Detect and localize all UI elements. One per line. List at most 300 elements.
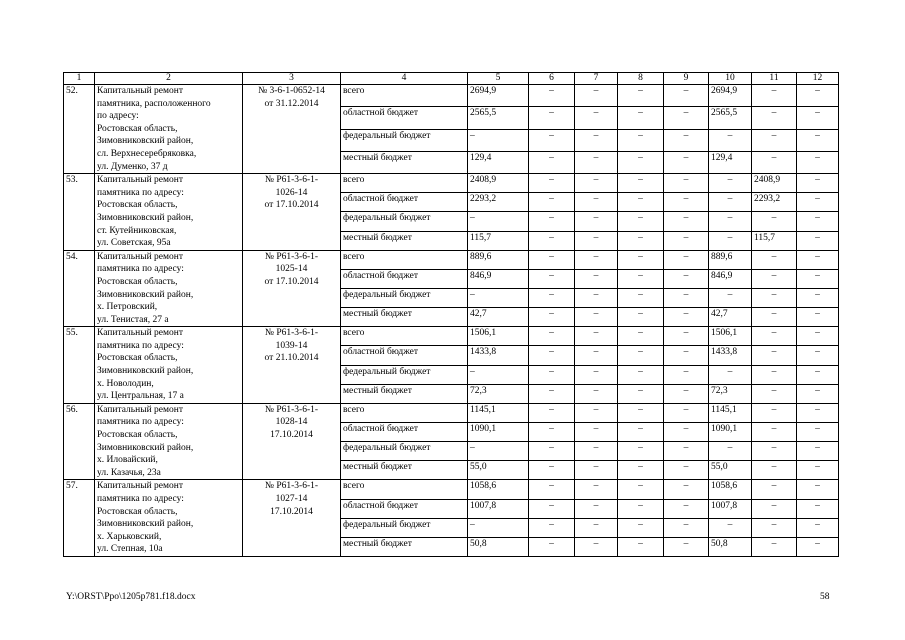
amount-col-12: – — [797, 269, 839, 288]
amount-col-6: – — [529, 174, 575, 193]
amount-col-12: – — [797, 129, 839, 151]
amount-col-9: – — [664, 365, 709, 384]
description-line: Зимовниковский район, — [97, 519, 194, 530]
column-header-2: 2 — [95, 73, 243, 85]
description-line: ул. Тенистая, 27 а — [97, 314, 169, 325]
amount-col-11: – — [752, 327, 797, 346]
amount-col-8: – — [618, 365, 664, 384]
row-number: 57. — [64, 480, 95, 557]
funding-source: местный бюджет — [341, 537, 468, 556]
amount-col-9: – — [664, 174, 709, 193]
document-reference — [243, 403, 341, 480]
description-line: ул. Степная, 10а — [97, 544, 163, 555]
amount-col-11: – — [752, 422, 797, 441]
object-description — [95, 250, 243, 327]
amount-col-6: – — [529, 422, 575, 441]
amount-col-10: – — [709, 289, 752, 308]
amount-col-11: 2408,9 — [752, 174, 797, 193]
amount-col-12: – — [797, 422, 839, 441]
amount-col-8: – — [618, 250, 664, 269]
description-line: памятника по адресу: — [97, 340, 184, 351]
amount-col-8: – — [618, 327, 664, 346]
amount-col-7: – — [575, 250, 618, 269]
amount-col-11: – — [752, 384, 797, 403]
amount-col-6: – — [529, 442, 575, 461]
description-line: х. Новолодин, — [97, 378, 154, 389]
funding-source: федеральный бюджет — [341, 442, 468, 461]
object-description — [95, 85, 243, 174]
amount-col-6: – — [529, 518, 575, 537]
amount-col-8: – — [618, 518, 664, 537]
amount-col-7: – — [575, 151, 618, 173]
row-number: 53. — [64, 174, 95, 251]
document-line: от 31.12.2014 — [264, 98, 319, 109]
amount-col-7: – — [575, 365, 618, 384]
amount-col-12: – — [797, 107, 839, 129]
amount-col-6: – — [529, 327, 575, 346]
document-line: № Р61-3-6-1- — [264, 481, 319, 492]
description-line: памятника по адресу: — [97, 264, 184, 275]
amount-col-7: – — [575, 174, 618, 193]
amount-col-7: – — [575, 193, 618, 212]
description-line: ул. Центральная, 17 а — [97, 391, 184, 402]
amount-col-7: – — [575, 537, 618, 556]
description-line: Зимовниковский район, — [97, 212, 194, 223]
funding-source: всего — [341, 327, 468, 346]
funding-source: местный бюджет — [341, 308, 468, 327]
description-line: памятника, расположенного — [97, 98, 211, 109]
document-line: 1025-14 — [275, 264, 308, 275]
amount-col-9: – — [664, 193, 709, 212]
column-header-6: 6 — [529, 73, 575, 85]
amount-col-7: – — [575, 85, 618, 107]
amount-col-8: – — [618, 480, 664, 499]
amount-col-6: – — [529, 231, 575, 250]
table-row — [64, 480, 839, 499]
description-line: Ростовская область, — [97, 506, 178, 517]
object-description — [95, 480, 243, 557]
description-line: Зимовниковский район, — [97, 442, 194, 453]
amount-col-8: – — [618, 151, 664, 173]
amount-col-7: – — [575, 518, 618, 537]
amount-col-12: – — [797, 289, 839, 308]
funding-source: всего — [341, 480, 468, 499]
document-line: 1039-14 — [275, 340, 308, 351]
amount-col-6: – — [529, 480, 575, 499]
amount-col-8: – — [618, 107, 664, 129]
amount-col-8: – — [618, 403, 664, 422]
document-reference — [243, 174, 341, 251]
description-line: Капитальный ремонт — [97, 175, 184, 186]
amount-col-7: – — [575, 129, 618, 151]
amount-col-5: 115,7 — [468, 231, 529, 250]
amount-col-10: – — [709, 231, 752, 250]
row-number: 55. — [64, 327, 95, 404]
amount-col-11: – — [752, 308, 797, 327]
document-line: № Р61-3-6-1- — [264, 175, 319, 186]
amount-col-9: – — [664, 269, 709, 288]
description-line: памятника по адресу: — [97, 417, 184, 428]
amount-col-12: – — [797, 193, 839, 212]
amount-col-5: 72,3 — [468, 384, 529, 403]
amount-col-6: – — [529, 85, 575, 107]
amount-col-12: – — [797, 518, 839, 537]
amount-col-8: – — [618, 193, 664, 212]
description-line: Ростовская область, — [97, 353, 178, 364]
amount-col-11: – — [752, 269, 797, 288]
amount-col-7: – — [575, 422, 618, 441]
document-line: 17.10.2014 — [270, 430, 313, 441]
description-line: сл. Верхнесеребряковка, — [97, 148, 197, 159]
column-header-9: 9 — [664, 73, 709, 85]
amount-col-6: – — [529, 537, 575, 556]
amount-col-9: – — [664, 250, 709, 269]
amount-col-7: – — [575, 327, 618, 346]
document-line: № Р61-3-6-1- — [264, 328, 319, 339]
amount-col-12: – — [797, 346, 839, 365]
amount-col-8: – — [618, 212, 664, 231]
amount-col-5: 2565,5 — [468, 107, 529, 129]
file-path-footer: Y:\ORST\Ppo\1205p781.f18.docx — [66, 592, 196, 602]
amount-col-5: – — [468, 518, 529, 537]
amount-col-9: – — [664, 308, 709, 327]
amount-col-11: – — [752, 289, 797, 308]
amount-col-5: – — [468, 129, 529, 151]
amount-col-6: – — [529, 269, 575, 288]
amount-col-7: – — [575, 107, 618, 129]
amount-col-12: – — [797, 537, 839, 556]
funding-source: федеральный бюджет — [341, 365, 468, 384]
amount-col-5: 129,4 — [468, 151, 529, 173]
amount-col-6: – — [529, 403, 575, 422]
amount-col-6: – — [529, 346, 575, 365]
amount-col-5: 1090,1 — [468, 422, 529, 441]
amount-col-8: – — [618, 384, 664, 403]
amount-col-12: – — [797, 250, 839, 269]
amount-col-5: 2408,9 — [468, 174, 529, 193]
description-line: Капитальный ремонт — [97, 481, 184, 492]
amount-col-5: 1145,1 — [468, 403, 529, 422]
amount-col-11: 2293,2 — [752, 193, 797, 212]
table-row — [64, 174, 839, 193]
funding-source: областной бюджет — [341, 346, 468, 365]
description-line: Капитальный ремонт — [97, 328, 184, 339]
amount-col-10: 1145,1 — [709, 403, 752, 422]
object-description — [95, 174, 243, 251]
amount-col-9: – — [664, 499, 709, 518]
funding-source: местный бюджет — [341, 461, 468, 480]
page-number: 58 — [820, 592, 830, 602]
funding-source: местный бюджет — [341, 384, 468, 403]
description-line: х. Иловайский, — [97, 455, 158, 466]
amount-col-5: – — [468, 212, 529, 231]
amount-col-10: 42,7 — [709, 308, 752, 327]
amount-col-6: – — [529, 151, 575, 173]
amount-col-8: – — [618, 231, 664, 250]
funding-source: всего — [341, 403, 468, 422]
document-reference — [243, 480, 341, 557]
amount-col-9: – — [664, 422, 709, 441]
amount-col-10: – — [709, 365, 752, 384]
amount-col-5: 889,6 — [468, 250, 529, 269]
amount-col-10: 1090,1 — [709, 422, 752, 441]
description-line: ул. Казачья, 23а — [97, 467, 161, 478]
amount-col-6: – — [529, 250, 575, 269]
amount-col-11: – — [752, 537, 797, 556]
description-line: ул. Советская, 95а — [97, 238, 171, 249]
description-line: Зимовниковский район, — [97, 366, 194, 377]
row-number: 52. — [64, 85, 95, 174]
amount-col-7: – — [575, 346, 618, 365]
funding-source: федеральный бюджет — [341, 129, 468, 151]
amount-col-8: – — [618, 269, 664, 288]
amount-col-5: – — [468, 289, 529, 308]
description-line: х. Харьковский, — [97, 531, 162, 542]
amount-col-10: 2694,9 — [709, 85, 752, 107]
funding-source: федеральный бюджет — [341, 212, 468, 231]
amount-col-10: – — [709, 518, 752, 537]
amount-col-10: 55,0 — [709, 461, 752, 480]
document-reference — [243, 327, 341, 404]
amount-col-5: 1433,8 — [468, 346, 529, 365]
amount-col-11: – — [752, 107, 797, 129]
description-line: ул. Думенко, 37 д — [97, 161, 168, 172]
funding-source: всего — [341, 85, 468, 107]
amount-col-12: – — [797, 403, 839, 422]
column-header-5: 5 — [468, 73, 529, 85]
amount-col-8: – — [618, 174, 664, 193]
description-line: Капитальный ремонт — [97, 86, 184, 96]
description-line: Ростовская область, — [97, 123, 178, 134]
description-line: Капитальный ремонт — [97, 404, 184, 415]
document-line: 1026-14 — [275, 187, 308, 198]
amount-col-11: 115,7 — [752, 231, 797, 250]
amount-col-11: – — [752, 442, 797, 461]
amount-col-8: – — [618, 537, 664, 556]
description-line: Зимовниковский район, — [97, 136, 194, 147]
amount-col-5: 2694,9 — [468, 85, 529, 107]
amount-col-10: – — [709, 212, 752, 231]
amount-col-10: 889,6 — [709, 250, 752, 269]
document-line: от 17.10.2014 — [264, 200, 319, 211]
amount-col-9: – — [664, 107, 709, 129]
amount-col-6: – — [529, 308, 575, 327]
document-line: 17.10.2014 — [270, 506, 313, 517]
object-description — [95, 327, 243, 404]
amount-col-9: – — [664, 461, 709, 480]
amount-col-7: – — [575, 212, 618, 231]
amount-col-12: – — [797, 85, 839, 107]
amount-col-8: – — [618, 442, 664, 461]
table-row — [64, 85, 839, 107]
description-line: памятника по адресу: — [97, 187, 184, 198]
document-line: 1028-14 — [275, 417, 308, 428]
amount-col-9: – — [664, 384, 709, 403]
document-reference — [243, 250, 341, 327]
table-row — [64, 327, 839, 346]
description-line: памятника по адресу: — [97, 494, 184, 504]
description-line: Ростовская область, — [97, 200, 178, 211]
amount-col-10: – — [709, 442, 752, 461]
amount-col-5: 42,7 — [468, 308, 529, 327]
amount-col-5: 846,9 — [468, 269, 529, 288]
amount-col-5: 1058,6 — [468, 480, 529, 499]
amount-col-8: – — [618, 499, 664, 518]
amount-col-9: – — [664, 480, 709, 499]
amount-col-11: – — [752, 212, 797, 231]
amount-col-9: – — [664, 289, 709, 308]
column-header-3: 3 — [243, 73, 341, 85]
amount-col-12: – — [797, 365, 839, 384]
amount-col-10: 129,4 — [709, 151, 752, 173]
amount-col-9: – — [664, 346, 709, 365]
amount-col-8: – — [618, 461, 664, 480]
description-line: Ростовская область, — [97, 430, 178, 441]
amount-col-12: – — [797, 327, 839, 346]
amount-col-7: – — [575, 499, 618, 518]
document-line: № 3-6-1-0652-14 — [258, 86, 325, 96]
amount-col-11: – — [752, 480, 797, 499]
description-line: ст. Кутейниковская, — [97, 225, 177, 236]
column-number-header — [64, 73, 839, 85]
amount-col-12: – — [797, 461, 839, 480]
amount-col-5: – — [468, 442, 529, 461]
funding-source: местный бюджет — [341, 151, 468, 173]
document-line: № Р61-3-6-1- — [264, 251, 319, 262]
amount-col-9: – — [664, 129, 709, 151]
table-body — [64, 85, 839, 557]
amount-col-11: – — [752, 346, 797, 365]
amount-col-6: – — [529, 384, 575, 403]
amount-col-11: – — [752, 250, 797, 269]
column-header-4: 4 — [341, 73, 468, 85]
amount-col-5: 50,8 — [468, 537, 529, 556]
document-line: от 21.10.2014 — [264, 353, 319, 364]
funding-source: всего — [341, 250, 468, 269]
amount-col-12: – — [797, 151, 839, 173]
amount-col-5: 1007,8 — [468, 499, 529, 518]
amount-col-12: – — [797, 499, 839, 518]
funding-source: областной бюджет — [341, 193, 468, 212]
funding-source: областной бюджет — [341, 422, 468, 441]
funding-source: областной бюджет — [341, 269, 468, 288]
amount-col-6: – — [529, 461, 575, 480]
amount-col-12: – — [797, 384, 839, 403]
amount-col-5: – — [468, 365, 529, 384]
amount-col-8: – — [618, 308, 664, 327]
amount-col-10: 1506,1 — [709, 327, 752, 346]
amount-col-12: – — [797, 480, 839, 499]
funding-source: федеральный бюджет — [341, 289, 468, 308]
amount-col-10: 846,9 — [709, 269, 752, 288]
column-header-12: 12 — [797, 73, 839, 85]
amount-col-11: – — [752, 129, 797, 151]
funding-source: федеральный бюджет — [341, 518, 468, 537]
document-line: № Р61-3-6-1- — [264, 404, 319, 415]
column-header-10: 10 — [709, 73, 752, 85]
amount-col-10: – — [709, 174, 752, 193]
amount-col-8: – — [618, 129, 664, 151]
amount-col-11: – — [752, 518, 797, 537]
amount-col-6: – — [529, 107, 575, 129]
amount-col-10: 1058,6 — [709, 480, 752, 499]
document-line: от 17.10.2014 — [264, 276, 319, 287]
amount-col-5: 55,0 — [468, 461, 529, 480]
amount-col-6: – — [529, 365, 575, 384]
amount-col-10: 72,3 — [709, 384, 752, 403]
amount-col-7: – — [575, 231, 618, 250]
amount-col-7: – — [575, 269, 618, 288]
amount-col-9: – — [664, 231, 709, 250]
column-header-11: 11 — [752, 73, 797, 85]
amount-col-6: – — [529, 289, 575, 308]
amount-col-9: – — [664, 442, 709, 461]
amount-col-8: – — [618, 422, 664, 441]
amount-col-10: 1433,8 — [709, 346, 752, 365]
amount-col-9: – — [664, 212, 709, 231]
amount-col-10: – — [709, 193, 752, 212]
amount-col-11: – — [752, 365, 797, 384]
description-line: Ростовская область, — [97, 276, 178, 287]
amount-col-11: – — [752, 461, 797, 480]
amount-col-11: – — [752, 151, 797, 173]
amount-col-9: – — [664, 518, 709, 537]
amount-col-12: – — [797, 231, 839, 250]
amount-col-12: – — [797, 174, 839, 193]
amount-col-10: 50,8 — [709, 537, 752, 556]
column-header-7: 7 — [575, 73, 618, 85]
amount-col-6: – — [529, 129, 575, 151]
budget-table — [63, 72, 839, 557]
amount-col-8: – — [618, 85, 664, 107]
amount-col-7: – — [575, 480, 618, 499]
description-line: х. Петровский, — [97, 302, 158, 313]
amount-col-11: – — [752, 499, 797, 518]
amount-col-9: – — [664, 327, 709, 346]
amount-col-10: 1007,8 — [709, 499, 752, 518]
amount-col-6: – — [529, 499, 575, 518]
funding-source: областной бюджет — [341, 499, 468, 518]
object-description — [95, 403, 243, 480]
description-line: Капитальный ремонт — [97, 251, 184, 262]
table-row — [64, 403, 839, 422]
description-line: Зимовниковский район, — [97, 289, 194, 300]
document-line: 1027-14 — [275, 494, 308, 504]
amount-col-5: 1506,1 — [468, 327, 529, 346]
funding-source: местный бюджет — [341, 231, 468, 250]
column-header-8: 8 — [618, 73, 664, 85]
amount-col-10: 2565,5 — [709, 107, 752, 129]
amount-col-11: – — [752, 403, 797, 422]
row-number: 56. — [64, 403, 95, 480]
amount-col-7: – — [575, 461, 618, 480]
amount-col-8: – — [618, 289, 664, 308]
amount-col-6: – — [529, 193, 575, 212]
description-line: по адресу: — [97, 111, 139, 122]
amount-col-10: – — [709, 129, 752, 151]
funding-source: всего — [341, 174, 468, 193]
amount-col-7: – — [575, 403, 618, 422]
amount-col-9: – — [664, 403, 709, 422]
amount-col-11: – — [752, 85, 797, 107]
row-number: 54. — [64, 250, 95, 327]
amount-col-12: – — [797, 212, 839, 231]
table-row — [64, 250, 839, 269]
amount-col-8: – — [618, 346, 664, 365]
amount-col-7: – — [575, 442, 618, 461]
amount-col-9: – — [664, 537, 709, 556]
amount-col-12: – — [797, 442, 839, 461]
